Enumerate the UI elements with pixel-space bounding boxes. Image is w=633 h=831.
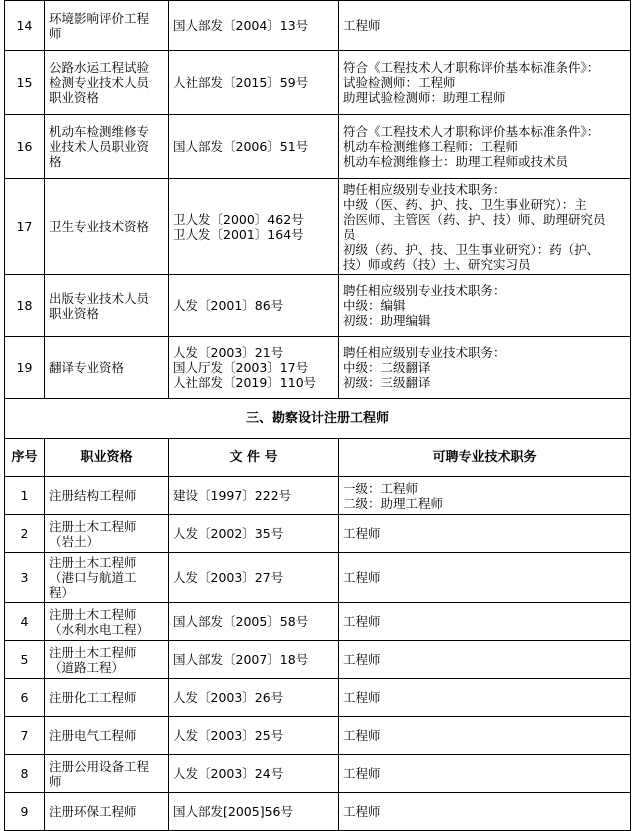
post-cell — [339, 641, 631, 679]
document-number-cell-line: 人发〔2003〕24号 — [173, 766, 284, 781]
rows-top — [5, 1, 631, 399]
qualification-cell-line: 机动车检测维修专 — [49, 124, 150, 139]
table-row — [5, 1, 631, 51]
qualification-table — [4, 0, 631, 831]
document-number-cell-line: 人社部发〔2015〕59号 — [173, 75, 309, 90]
post-cell — [339, 515, 631, 553]
table-row — [5, 179, 631, 275]
document-number-cell-line: 国人厅发〔2003〕17号 — [173, 360, 309, 375]
post-cell-line: 工程师 — [343, 526, 381, 541]
document-number-cell — [169, 1, 339, 51]
post-cell-line: 工程师 — [343, 652, 381, 667]
table-row — [5, 115, 631, 179]
qualification-cell-line: 检测专业技术人员 — [49, 75, 150, 90]
document-number-cell-line: 人发〔2003〕26号 — [173, 690, 284, 705]
qualification-cell-line: 注册土木工程师 — [49, 606, 137, 622]
qualification-cell-line: （道路工程） — [49, 659, 125, 675]
post-cell-line: 机动车检测维修士：助理工程师或技术员 — [343, 154, 569, 169]
post-cell — [339, 717, 631, 755]
post-cell-line: 中级（医、药、护、技、卫生事业研究）：主 — [343, 196, 587, 212]
post-cell-line: 符合《工程技术人才职称评价基本标准条件》： — [343, 124, 600, 139]
row-number: 4 — [5, 603, 45, 641]
post-cell-line: 工程师 — [343, 570, 381, 585]
post-cell — [339, 679, 631, 717]
post-cell-line: 员 — [343, 226, 356, 242]
qualification-cell — [45, 179, 169, 275]
document-number-cell — [169, 515, 339, 553]
rows-bottom — [5, 477, 631, 831]
post-cell-line: 中级：二级翻译 — [343, 360, 431, 375]
row-number: 18 — [5, 275, 45, 337]
post-cell-line: 工程师 — [343, 766, 381, 781]
qualification-cell — [45, 553, 169, 603]
row-number: 7 — [5, 717, 45, 755]
post-cell — [339, 51, 631, 115]
post-cell-line: 聘任相应级别专业技术职务： — [343, 345, 506, 360]
table-row — [5, 51, 631, 115]
post-cell-line: 符合《工程技术人才职称评价基本标准条件》： — [343, 60, 600, 75]
post-cell-line: 初级（药、护、技、卫生事业研究）：药（护、 — [343, 241, 600, 257]
qualification-cell-line: 出版专业技术人员 — [49, 290, 150, 306]
document-number-cell-line: 人发〔2003〕25号 — [173, 728, 284, 743]
post-cell-line: 一级：工程师 — [343, 480, 419, 496]
qualification-cell — [45, 1, 169, 51]
row-number: 8 — [5, 755, 45, 793]
post-cell — [339, 1, 631, 51]
post-cell-line: 工程师 — [343, 18, 381, 33]
post-cell — [339, 553, 631, 603]
qualification-cell-line: 环境影响评价工程 — [49, 10, 150, 26]
qualification-cell — [45, 755, 169, 793]
qualification-cell-line: 公路水运工程试验 — [49, 60, 150, 75]
section-block — [5, 399, 631, 477]
qualification-cell — [45, 603, 169, 641]
post-cell — [339, 793, 631, 831]
post-cell-line: 初级：三级翻译 — [343, 375, 431, 390]
qualification-cell — [45, 717, 169, 755]
document-number-cell — [169, 477, 339, 515]
qualification-cell-line: 卫生专业技术资格 — [49, 219, 150, 234]
qualification-cell — [45, 477, 169, 515]
header-post: 可聘专业技术职务 — [339, 439, 631, 477]
document-number-cell-line: 人发〔2003〕27号 — [173, 570, 284, 585]
header-qualification: 职业资格 — [45, 439, 169, 477]
table-row — [5, 553, 631, 603]
post-cell — [339, 115, 631, 179]
qualification-cell-line: （岩土） — [49, 533, 100, 549]
table-row — [5, 515, 631, 553]
qualification-cell — [45, 515, 169, 553]
document-number-cell-line: 建设〔1997〕222号 — [173, 488, 292, 503]
table-row — [5, 275, 631, 337]
row-number: 6 — [5, 679, 45, 717]
document-number-cell-line: 国人部发[2005]56号 — [173, 804, 293, 819]
document-number-cell-line: 国人部发〔2005〕58号 — [173, 614, 309, 629]
document-number-cell-line: 人社部发〔2019〕110号 — [173, 375, 317, 390]
document-number-cell — [169, 179, 339, 275]
qualification-cell — [45, 679, 169, 717]
table-row — [5, 337, 631, 399]
section-title: 三、勘察设计注册工程师 — [5, 399, 631, 439]
row-number: 17 — [5, 179, 45, 275]
qualification-cell-line: 注册土木工程师 — [49, 555, 137, 570]
qualification-cell-line: 师 — [49, 773, 62, 789]
post-cell-line: 助理试验检测师：助理工程师 — [343, 90, 506, 105]
document-number-cell-line: 国人部发〔2007〕18号 — [173, 652, 309, 667]
table-row — [5, 641, 631, 679]
qualification-cell-line: 翻译专业资格 — [49, 360, 125, 375]
table-row — [5, 603, 631, 641]
row-number: 3 — [5, 553, 45, 603]
qualification-cell-line: 业技术人员职业资 — [49, 139, 150, 154]
document-number-cell — [169, 641, 339, 679]
document-number-cell-line: 卫人发〔2000〕462号 — [173, 211, 304, 227]
document-number-cell-line: 国人部发〔2004〕13号 — [173, 18, 309, 33]
qualification-cell — [45, 115, 169, 179]
post-cell — [339, 179, 631, 275]
document-number-cell — [169, 115, 339, 179]
document-number-cell-line: 人发〔2001〕86号 — [173, 298, 284, 313]
document-number-cell-line: 国人部发〔2006〕51号 — [173, 139, 309, 154]
qualification-cell-line: 注册土木工程师 — [49, 518, 137, 534]
table-row — [5, 717, 631, 755]
post-cell — [339, 337, 631, 399]
qualification-cell-line: 注册电气工程师 — [49, 728, 137, 743]
qualification-cell — [45, 51, 169, 115]
post-cell-line: 试验检测师：工程师 — [343, 75, 456, 90]
document-number-cell-line: 人发〔2002〕35号 — [173, 526, 284, 541]
qualification-cell-line: 格 — [49, 154, 62, 169]
post-cell-line: 聘任相应级别专业技术职务： — [343, 283, 506, 298]
qualification-cell — [45, 793, 169, 831]
qualification-cell-line: （水利水电工程） — [49, 621, 150, 637]
post-cell-line: 机动车检测维修工程师：工程师 — [343, 139, 519, 154]
row-number: 15 — [5, 51, 45, 115]
post-cell-line: 工程师 — [343, 690, 381, 705]
header-document: 文 件 号 — [169, 439, 339, 477]
post-cell-line: 二级：助理工程师 — [343, 495, 444, 511]
document-number-cell — [169, 793, 339, 831]
document-number-cell — [169, 51, 339, 115]
row-number: 9 — [5, 793, 45, 831]
post-cell — [339, 275, 631, 337]
qualification-cell-line: （港口与航道工 — [49, 570, 137, 585]
qualification-cell-line: 注册土木工程师 — [49, 644, 137, 660]
header-no: 序号 — [5, 439, 45, 477]
qualification-cell-line: 注册环保工程师 — [49, 804, 137, 819]
post-cell-line: 聘任相应级别专业技术职务： — [343, 181, 506, 197]
row-number: 19 — [5, 337, 45, 399]
qualification-cell-line: 职业资格 — [49, 305, 100, 321]
document-number-cell — [169, 603, 339, 641]
post-cell — [339, 477, 631, 515]
document-number-cell — [169, 337, 339, 399]
post-cell-line: 工程师 — [343, 804, 381, 819]
table-row — [5, 755, 631, 793]
qualification-cell — [45, 275, 169, 337]
post-cell-line: 治医师、主管医（药、护、技）师、助理研究员 — [343, 211, 606, 227]
document-number-cell — [169, 553, 339, 603]
table-row — [5, 793, 631, 831]
qualification-cell-line: 师 — [49, 25, 62, 41]
post-cell — [339, 755, 631, 793]
header-row — [5, 439, 631, 477]
qualification-cell-line: 注册公用设备工程 — [49, 758, 150, 774]
document-number-cell — [169, 275, 339, 337]
qualification-cell-line: 程） — [49, 585, 75, 600]
table-row — [5, 679, 631, 717]
table-row — [5, 477, 631, 515]
document-number-cell-line: 人发〔2003〕21号 — [173, 345, 284, 360]
qualification-cell — [45, 337, 169, 399]
document-number-cell — [169, 755, 339, 793]
document-number-cell — [169, 679, 339, 717]
qualification-cell — [45, 641, 169, 679]
row-number: 1 — [5, 477, 45, 515]
qualification-cell-line: 注册结构工程师 — [49, 488, 137, 503]
post-cell-line: 工程师 — [343, 728, 381, 743]
post-cell — [339, 603, 631, 641]
document-number-cell-line: 卫人发〔2001〕164号 — [173, 226, 304, 242]
post-cell-line: 中级：编辑 — [343, 298, 406, 313]
qualification-cell-line: 职业资格 — [49, 90, 100, 105]
row-number: 2 — [5, 515, 45, 553]
qualification-cell-line: 注册化工工程师 — [49, 690, 137, 705]
post-cell-line: 初级：助理编辑 — [343, 313, 431, 328]
row-number: 5 — [5, 641, 45, 679]
post-cell-line: 技）师或药（技）士、研究实习员 — [343, 256, 531, 272]
document-number-cell — [169, 717, 339, 755]
row-number: 16 — [5, 115, 45, 179]
post-cell-line: 工程师 — [343, 614, 381, 629]
section-row — [5, 399, 631, 439]
row-number: 14 — [5, 1, 45, 51]
